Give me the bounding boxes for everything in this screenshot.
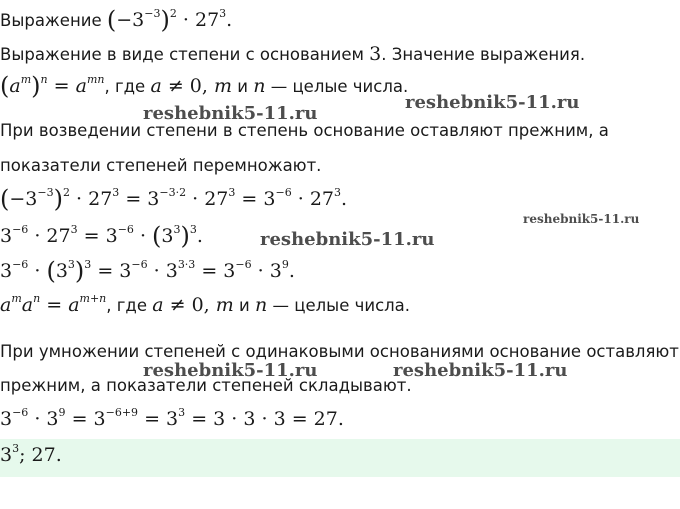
watermark: reshebnik5-11.ru — [393, 360, 568, 381]
intro-text: Выражение в виде степени с основанием — [0, 45, 364, 64]
step3: $3^{-6} \cdot (3^3)^3 = 3^{-6} \cdot 3^{3\cdot 3} = 3^{-6} \cdot 3^9$. — [0, 257, 295, 285]
title-math: $(-3^{-3})^2 \cdot 27^3$. — [106, 6, 233, 34]
rule1-desc-2: показатели степеней перемножают. — [0, 156, 322, 175]
watermark: reshebnik5-11.ru — [405, 92, 580, 113]
rule1-line — [0, 72, 408, 100]
rule2-formula: $a^ma^n = a^{m+n}$ — [0, 292, 107, 316]
rule2-and: и — [239, 296, 250, 315]
title-label: Выражение — [0, 11, 102, 30]
rule1-and: и — [237, 77, 248, 96]
rule2-where: , где — [106, 296, 147, 315]
rule1-formula: $(a^m)^n = a^{mn}$ — [0, 72, 105, 100]
rule2-desc-1: При умножении степеней с одинаковыми основаниями основание оставляют — [0, 342, 679, 361]
rule2-tail: — целые числа. — [272, 296, 411, 315]
intro-base: 3 — [369, 43, 382, 65]
step2: $3^{-6} \cdot 27^3 = 3^{-6} \cdot (3^3)^3$. — [0, 222, 203, 250]
watermark: reshebnik5-11.ru — [260, 229, 435, 250]
rule2-cond: a ≠ 0, m — [152, 294, 234, 316]
rule1-tail: — целые числа. — [270, 77, 409, 96]
expression-title — [0, 6, 232, 34]
answer-text: $3^3$; 27. — [0, 442, 62, 466]
rule1-cond: a ≠ 0, m — [150, 75, 232, 97]
step1: $(-3^{-3})^2 \cdot 27^3 = 3^{-3\cdot 2} \cdot 27^3 = 3^{-6} \cdot 27^3$. — [0, 185, 348, 213]
answer-box — [0, 439, 680, 477]
watermark: reshebnik5-11.ru — [143, 103, 318, 124]
rule2-line — [0, 294, 410, 316]
rule1-desc-1: При возведении степени в степень основание оставляют прежним, а — [0, 121, 609, 140]
intro-text2: . Значение выражения. — [381, 45, 586, 64]
step4: $3^{-6} \cdot 3^9 = 3^{-6+9} = 3^3 = 3 \cdot 3 \cdot 3 = 27$. — [0, 406, 344, 430]
rule1-where: , где — [104, 77, 146, 96]
watermark: reshebnik5-11.ru — [143, 360, 318, 381]
rule2-desc-2: прежним, а показатели степеней складывают. — [0, 376, 412, 395]
watermark: reshebnik5-11.ru — [523, 212, 640, 226]
intro-line — [0, 43, 585, 65]
rule2-n: n — [255, 294, 268, 316]
rule1-n: n — [253, 75, 266, 97]
